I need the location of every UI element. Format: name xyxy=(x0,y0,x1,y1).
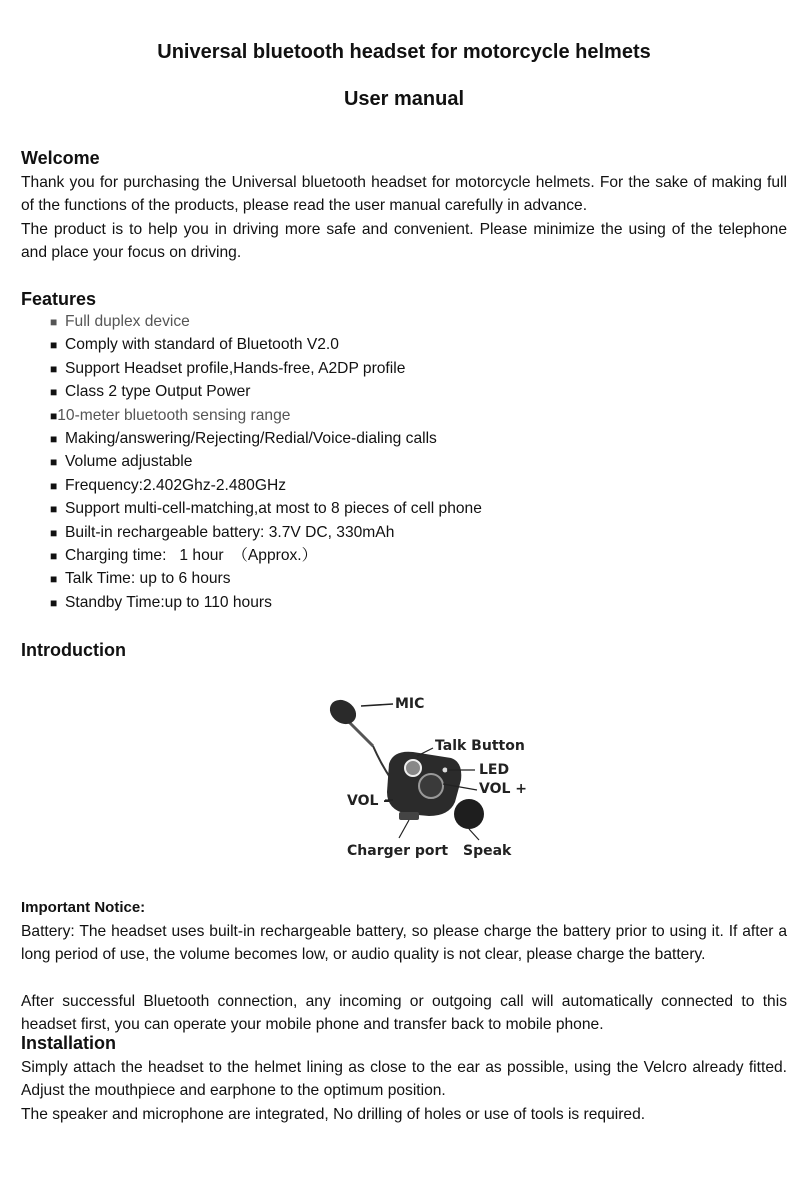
installation-heading: Installation xyxy=(21,1033,117,1053)
document-title: Universal bluetooth headset for motorcycle helmets xyxy=(157,41,651,63)
notice-line: Battery: The headset uses built-in rechargeable battery, so please charge the battery prior to using it. If after a xyxy=(21,923,787,940)
bullet-icon: ■ xyxy=(50,478,58,493)
headset-diagram xyxy=(321,684,541,864)
label-mic: MIC xyxy=(395,696,425,712)
bullet-icon: ■ xyxy=(50,502,58,517)
installation-line: Simply attach the headset to the helmet lining as close to the ear as possible, using the Velcro already fitted. xyxy=(21,1059,787,1076)
features-list xyxy=(50,310,482,614)
feature-item: ■ Charging time: 1 hour （Approx.） xyxy=(50,544,482,567)
mic-icon xyxy=(325,695,361,729)
installation-line: The speaker and microphone are integrated, No drilling of holes or use of tools is required. xyxy=(21,1105,646,1123)
label-talk-button: Talk Button xyxy=(435,738,525,754)
label-vol-minus: VOL – xyxy=(347,793,391,809)
bullet-icon: ■ xyxy=(50,408,58,423)
welcome-line: Thank you for purchasing the Universal bluetooth headset for motorcycle helmets. For the sake of making full xyxy=(21,174,787,191)
label-speak: Speak xyxy=(463,843,512,859)
feature-item: ■10-meter bluetooth sensing range xyxy=(50,404,482,427)
bullet-icon: ■ xyxy=(50,431,58,446)
talk-button-icon xyxy=(405,760,421,776)
feature-item: ■ Making/answering/Rejecting/Redial/Voice-dialing calls xyxy=(50,427,482,450)
welcome-line: and place your focus on driving. xyxy=(21,244,242,262)
welcome-line: of the functions of the products, please read the user manual carefully in advance. xyxy=(21,197,588,215)
feature-item: ■ Class 2 type Output Power xyxy=(50,380,482,403)
notice-connection-paragraph xyxy=(21,990,787,1037)
feature-item: ■ Support Headset profile,Hands-free, A2DP profile xyxy=(50,357,482,380)
volume-wheel-icon xyxy=(419,774,443,798)
notice-line: After successful Bluetooth connection, any incoming or outgoing call will automatically connected to this xyxy=(21,993,787,1010)
bullet-icon: ■ xyxy=(50,338,58,353)
document-subtitle: User manual xyxy=(343,88,465,110)
welcome-paragraph xyxy=(21,171,787,265)
introduction-heading: Introduction xyxy=(21,640,126,660)
bullet-icon: ■ xyxy=(50,385,58,400)
feature-item: ■ Standby Time:up to 110 hours xyxy=(50,591,482,614)
installation-paragraph xyxy=(21,1056,787,1126)
notice-line: headset first, you can operate your mobile phone and transfer back to mobile phone. xyxy=(21,1016,604,1034)
feature-item: ■ Comply with standard of Bluetooth V2.0 xyxy=(50,333,482,356)
label-vol-plus: VOL + xyxy=(479,781,528,797)
installation-line: Adjust the mouthpiece and earphone to the optimum position. xyxy=(21,1082,446,1100)
feature-item: ■ Talk Time: up to 6 hours xyxy=(50,567,482,590)
notice-line: long period of use, the volume becomes low, or audio quality is not clear, please charge the battery. xyxy=(21,946,706,964)
feature-item: ■ Frequency:2.402Ghz-2.480GHz xyxy=(50,474,482,497)
label-charger-port: Charger port xyxy=(347,843,449,859)
bullet-icon: ■ xyxy=(50,572,58,587)
bullet-icon: ■ xyxy=(50,525,58,540)
feature-item: ■ Volume adjustable xyxy=(50,450,482,473)
bullet-icon: ■ xyxy=(50,548,58,563)
welcome-heading: Welcome xyxy=(21,148,100,168)
speaker-icon xyxy=(454,799,484,829)
mic-pointer xyxy=(361,704,393,706)
charger-port-icon xyxy=(399,812,419,820)
led-icon xyxy=(443,768,448,773)
bullet-icon: ■ xyxy=(50,361,58,376)
bullet-icon: ■ xyxy=(50,315,58,329)
welcome-line: The product is to help you in driving more safe and convenient. Please minimize the using of the telephone xyxy=(21,220,787,238)
feature-item: ■ Support multi-cell-matching,at most to 8 pieces of cell phone xyxy=(50,497,482,520)
bullet-icon: ■ xyxy=(50,595,58,610)
bullet-icon: ■ xyxy=(50,455,58,470)
notice-battery-paragraph xyxy=(21,920,787,967)
feature-item: ■ Full duplex device xyxy=(50,310,482,333)
feature-item: ■ Built-in rechargeable battery: 3.7V DC, 330mAh xyxy=(50,521,482,544)
features-heading: Features xyxy=(21,289,97,309)
notice-heading: Important Notice: xyxy=(21,899,146,916)
label-led: LED xyxy=(479,762,510,778)
mic-boom xyxy=(349,722,373,746)
